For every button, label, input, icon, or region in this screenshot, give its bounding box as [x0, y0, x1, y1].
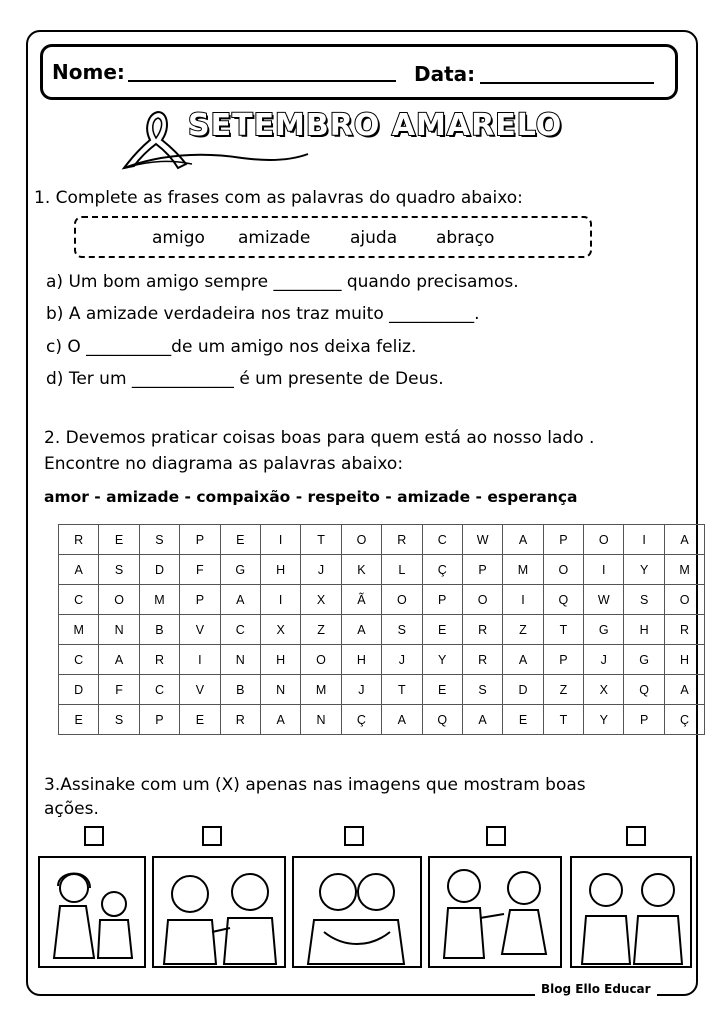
grid-cell[interactable]: E	[422, 675, 462, 705]
grid-cell[interactable]: B	[220, 675, 260, 705]
grid-cell[interactable]: I	[260, 525, 300, 555]
grid-cell[interactable]: R	[382, 525, 422, 555]
grid-cell[interactable]: I	[180, 645, 220, 675]
checkbox-2[interactable]	[202, 826, 222, 846]
grid-cell[interactable]: J	[382, 645, 422, 675]
grid-cell[interactable]: F	[180, 555, 220, 585]
grid-cell[interactable]: V	[180, 675, 220, 705]
checkbox-4[interactable]	[486, 826, 506, 846]
grid-cell[interactable]: G	[624, 645, 664, 675]
grid-cell[interactable]: R	[220, 705, 260, 735]
grid-cell[interactable]: O	[543, 555, 583, 585]
grid-cell[interactable]: Z	[301, 615, 341, 645]
grid-cell[interactable]: A	[341, 615, 381, 645]
grid-cell[interactable]: D	[139, 555, 179, 585]
grid-cell[interactable]: Ç	[341, 705, 381, 735]
grid-cell[interactable]: S	[462, 675, 502, 705]
sentence-d: d) Ter um ____________ é um presente de Deus.	[46, 369, 444, 389]
grid-cell[interactable]: T	[382, 675, 422, 705]
grid-cell[interactable]: C	[139, 675, 179, 705]
checkbox-1[interactable]	[84, 826, 104, 846]
image-pushing-kids[interactable]	[428, 856, 562, 968]
grid-cell[interactable]: N	[301, 705, 341, 735]
grid-cell[interactable]: A	[382, 705, 422, 735]
grid-row	[59, 705, 705, 735]
date-field[interactable]	[480, 82, 654, 84]
grid-cell[interactable]: R	[462, 615, 502, 645]
page-frame	[26, 30, 698, 996]
grid-cell[interactable]: O	[462, 585, 502, 615]
grid-cell[interactable]: R	[462, 645, 502, 675]
grid-cell[interactable]: N	[220, 645, 260, 675]
grid-cell[interactable]: M	[59, 615, 99, 645]
grid-cell[interactable]: P	[624, 705, 664, 735]
grid-cell[interactable]: Y	[624, 555, 664, 585]
grid-cell[interactable]: A	[99, 645, 139, 675]
grid-row	[59, 525, 705, 555]
grid-cell[interactable]: Ç	[422, 555, 462, 585]
grid-cell[interactable]: Y	[584, 705, 624, 735]
grid-cell[interactable]: P	[543, 525, 583, 555]
grid-cell[interactable]: Q	[624, 675, 664, 705]
grid-cell[interactable]: A	[664, 525, 704, 555]
grid-cell[interactable]: J	[341, 675, 381, 705]
grid-cell[interactable]: M	[664, 555, 704, 585]
word-search-list: amor - amizade - compaixão - respeito - amizade - esperança	[44, 488, 578, 506]
grid-cell[interactable]: R	[139, 645, 179, 675]
image-arguing-kids[interactable]	[152, 856, 286, 968]
date-label: Data:	[414, 62, 476, 86]
image-helping-child[interactable]	[38, 856, 146, 968]
grid-cell[interactable]: F	[99, 675, 139, 705]
grid-cell[interactable]: X	[301, 585, 341, 615]
grid-cell[interactable]: J	[301, 555, 341, 585]
grid-cell[interactable]: Z	[543, 675, 583, 705]
grid-cell[interactable]: M	[139, 585, 179, 615]
grid-cell[interactable]: H	[260, 645, 300, 675]
grid-cell[interactable]: P	[139, 705, 179, 735]
grid-cell[interactable]: G	[220, 555, 260, 585]
grid-cell[interactable]: N	[260, 675, 300, 705]
grid-cell[interactable]: M	[301, 675, 341, 705]
grid-cell[interactable]: T	[543, 705, 583, 735]
grid-cell[interactable]: H	[624, 615, 664, 645]
sentence-b: b) A amizade verdadeira nos traz muito __________.	[46, 304, 480, 324]
grid-cell[interactable]: V	[180, 615, 220, 645]
grid-cell[interactable]: A	[462, 705, 502, 735]
grid-cell[interactable]: E	[99, 525, 139, 555]
grid-cell[interactable]: W	[462, 525, 502, 555]
grid-row	[59, 555, 705, 585]
word-box-item: amizade	[238, 228, 311, 248]
grid-cell[interactable]: O	[382, 585, 422, 615]
sentence-c: c) O __________de um amigo nos deixa feliz.	[46, 337, 417, 357]
grid-cell[interactable]: A	[664, 675, 704, 705]
grid-cell[interactable]: C	[422, 525, 462, 555]
grid-cell[interactable]: O	[664, 585, 704, 615]
grid-cell[interactable]: C	[59, 585, 99, 615]
q1-instruction: 1. Complete as frases com as palavras do quadro abaixo:	[34, 188, 523, 208]
grid-cell[interactable]: Q	[543, 585, 583, 615]
grid-cell[interactable]: Q	[422, 705, 462, 735]
q3-line2: ações.	[44, 799, 99, 819]
grid-cell[interactable]: Ç	[664, 705, 704, 735]
header-box	[40, 44, 678, 100]
grid-cell[interactable]: K	[341, 555, 381, 585]
page-title: SETEMBRO AMARELO	[188, 108, 563, 143]
grid-cell[interactable]: A	[59, 555, 99, 585]
footer-credit: Blog Ello Educar	[535, 982, 657, 996]
checkbox-5[interactable]	[626, 826, 646, 846]
grid-cell[interactable]: E	[503, 705, 543, 735]
grid-cell[interactable]: X	[584, 675, 624, 705]
grid-cell[interactable]: S	[139, 525, 179, 555]
grid-cell[interactable]: E	[180, 705, 220, 735]
word-box-item: amigo	[152, 228, 205, 248]
grid-cell[interactable]: O	[341, 525, 381, 555]
grid-cell[interactable]: H	[664, 645, 704, 675]
grid-cell[interactable]: D	[59, 675, 99, 705]
grid-cell[interactable]: D	[503, 675, 543, 705]
grid-cell[interactable]: T	[543, 615, 583, 645]
grid-cell[interactable]: I	[584, 555, 624, 585]
grid-cell[interactable]: W	[584, 585, 624, 615]
grid-cell[interactable]: P	[422, 585, 462, 615]
grid-row	[59, 585, 705, 615]
grid-cell[interactable]: S	[99, 555, 139, 585]
grid-cell[interactable]: X	[260, 615, 300, 645]
q3-line1: 3.Assinake com um (X) apenas nas imagens que mostram boas	[44, 775, 586, 795]
grid-cell[interactable]: P	[462, 555, 502, 585]
grid-cell[interactable]: C	[220, 615, 260, 645]
grid-cell[interactable]: P	[543, 645, 583, 675]
grid-cell[interactable]: E	[59, 705, 99, 735]
name-field[interactable]	[128, 80, 396, 82]
q2-line2: Encontre no diagrama as palavras abaixo:	[44, 454, 404, 474]
grid-cell[interactable]: A	[260, 705, 300, 735]
grid-cell[interactable]: O	[301, 645, 341, 675]
grid-cell[interactable]: A	[503, 525, 543, 555]
grid-cell[interactable]: P	[180, 585, 220, 615]
grid-row	[59, 615, 705, 645]
grid-row	[59, 675, 705, 705]
name-label: Nome:	[52, 60, 125, 84]
grid-cell[interactable]: E	[220, 525, 260, 555]
grid-cell[interactable]: Y	[422, 645, 462, 675]
grid-cell[interactable]: L	[382, 555, 422, 585]
grid-cell[interactable]: J	[584, 645, 624, 675]
checkbox-3[interactable]	[344, 826, 364, 846]
grid-cell[interactable]: A	[503, 645, 543, 675]
grid-cell[interactable]: O	[584, 525, 624, 555]
grid-cell[interactable]: S	[382, 615, 422, 645]
grid-cell[interactable]: A	[220, 585, 260, 615]
grid-cell[interactable]: O	[99, 585, 139, 615]
grid-cell[interactable]: I	[503, 585, 543, 615]
image-talking-girls[interactable]	[570, 856, 692, 968]
word-box-item: ajuda	[350, 228, 398, 248]
word-box-item: abraço	[436, 228, 495, 248]
grid-cell[interactable]: Ã	[341, 585, 381, 615]
word-search-grid	[58, 524, 705, 735]
image-hugging-kids[interactable]	[292, 856, 422, 968]
grid-cell[interactable]: M	[503, 555, 543, 585]
grid-cell[interactable]: I	[260, 585, 300, 615]
q2-line1: 2. Devemos praticar coisas boas para quem está ao nosso lado .	[44, 428, 595, 448]
grid-cell[interactable]: R	[59, 525, 99, 555]
grid-cell[interactable]: S	[99, 705, 139, 735]
grid-cell[interactable]: S	[624, 585, 664, 615]
grid-cell[interactable]: Z	[503, 615, 543, 645]
grid-cell[interactable]: B	[139, 615, 179, 645]
grid-cell[interactable]: P	[180, 525, 220, 555]
banner-swoosh-icon	[122, 148, 312, 174]
grid-cell[interactable]: C	[59, 645, 99, 675]
sentence-a: a) Um bom amigo sempre ________ quando precisamos.	[46, 272, 519, 292]
grid-cell[interactable]: R	[664, 615, 704, 645]
grid-cell[interactable]: N	[99, 615, 139, 645]
grid-cell[interactable]: I	[624, 525, 664, 555]
grid-cell[interactable]: T	[301, 525, 341, 555]
grid-row	[59, 645, 705, 675]
grid-cell[interactable]: E	[422, 615, 462, 645]
grid-cell[interactable]: H	[341, 645, 381, 675]
grid-cell[interactable]: G	[584, 615, 624, 645]
grid-cell[interactable]: H	[260, 555, 300, 585]
